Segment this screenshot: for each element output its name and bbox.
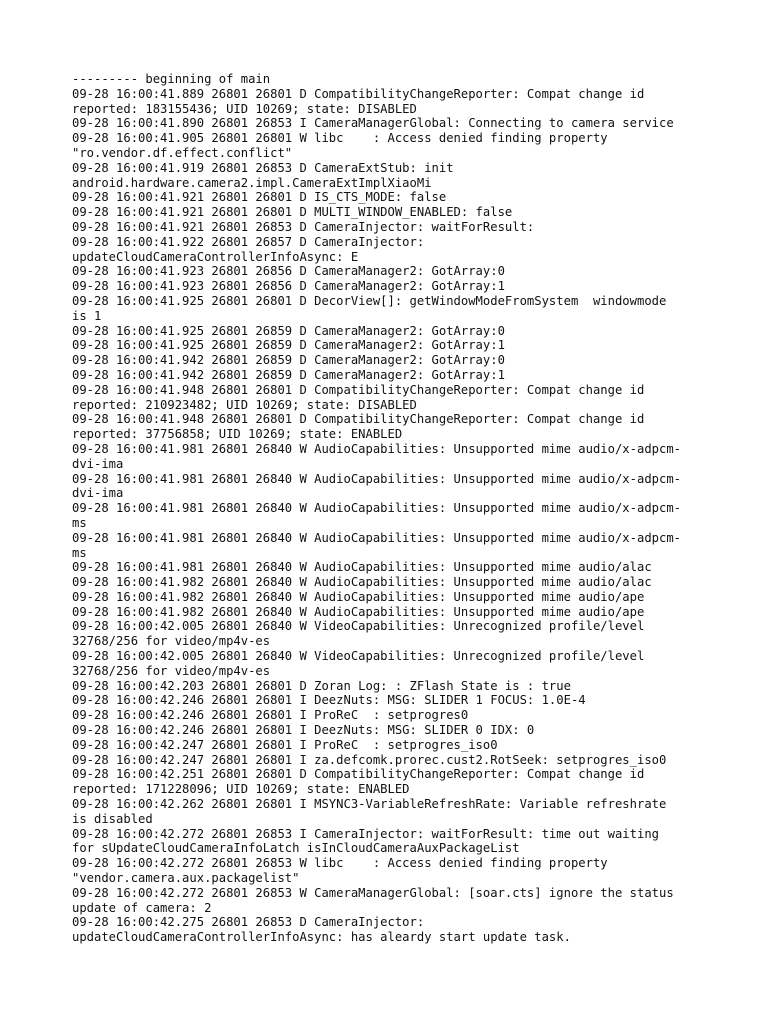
- log-line: 09-28 16:00:41.942 26801 26859 D CameraManager2: GotArray:0: [72, 353, 505, 368]
- log-line: 09-28 16:00:42.272 26801 26853 W CameraManagerGlobal: [soar.cts] ignore the status: [72, 885, 674, 900]
- log-line: 09-28 16:00:41.921 26801 26853 D CameraInjector: waitForResult:: [72, 219, 535, 234]
- log-line: 09-28 16:00:42.262 26801 26801 I MSYNC3-VariableRefreshRate: Variable refreshrate: [72, 797, 667, 812]
- log-line: reported: 37756858; UID 10269; state: ENABLED: [72, 427, 403, 442]
- log-line: is disabled: [72, 811, 153, 826]
- log-line: reported: 171228096; UID 10269; state: ENABLED: [72, 782, 410, 797]
- log-line: 09-28 16:00:41.948 26801 26801 D CompatibilityChangeReporter: Compat change id: [72, 382, 645, 397]
- log-line: 09-28 16:00:42.005 26801 26840 W VideoCapabilities: Unrecognized profile/level: [72, 619, 645, 634]
- log-line: for sUpdateCloudCameraInfoLatch isInCloudCameraAuxPackageList: [72, 841, 520, 856]
- log-line: 09-28 16:00:41.981 26801 26840 W AudioCapabilities: Unsupported mime audio/alac: [72, 560, 652, 575]
- log-line: 09-28 16:00:41.942 26801 26859 D CameraManager2: GotArray:1: [72, 367, 505, 382]
- log-document: [72, 72, 712, 945]
- log-line: 09-28 16:00:41.905 26801 26801 W libc : Access denied finding property: [72, 131, 608, 146]
- log-line: 09-28 16:00:41.921 26801 26801 D IS_CTS_MODE: false: [72, 190, 447, 205]
- log-line: 09-28 16:00:41.921 26801 26801 D MULTI_WINDOW_ENABLED: false: [72, 205, 513, 220]
- log-line: 09-28 16:00:41.919 26801 26853 D CameraExtStub: init: [72, 160, 454, 175]
- log-line: 09-28 16:00:41.982 26801 26840 W AudioCapabilities: Unsupported mime audio/ape: [72, 604, 645, 619]
- log-line: 09-28 16:00:42.247 26801 26801 I za.defcomk.prorec.cust2.RotSeek: setprogres_iso0: [72, 752, 667, 767]
- log-line: 09-28 16:00:41.923 26801 26856 D CameraManager2: GotArray:1: [72, 279, 505, 294]
- log-line: ms: [72, 545, 87, 560]
- log-line: 09-28 16:00:41.923 26801 26856 D CameraManager2: GotArray:0: [72, 264, 505, 279]
- log-line: 09-28 16:00:41.922 26801 26857 D CameraInjector:: [72, 234, 425, 249]
- log-line: 09-28 16:00:42.203 26801 26801 D Zoran Log: : ZFlash State is : true: [72, 678, 571, 693]
- log-line: 09-28 16:00:41.890 26801 26853 I CameraManagerGlobal: Connecting to camera service: [72, 116, 674, 131]
- log-line: 09-28 16:00:42.272 26801 26853 I CameraInjector: waitForResult: time out waiting: [72, 826, 659, 841]
- log-line: updateCloudCameraControllerInfoAsync: has aleardy start update task.: [72, 930, 571, 945]
- log-line: 09-28 16:00:41.925 26801 26801 D DecorView[]: getWindowModeFromSystem windowmode: [72, 293, 667, 308]
- log-line: 09-28 16:00:42.246 26801 26801 I DeezNuts: MSG: SLIDER 1 FOCUS: 1.0E-4: [72, 693, 586, 708]
- log-line: dvi-ima: [72, 456, 124, 471]
- log-line: update of camera: 2: [72, 900, 212, 915]
- log-line: 09-28 16:00:42.275 26801 26853 D CameraInjector:: [72, 915, 425, 930]
- log-line: android.hardware.camera2.impl.CameraExtImplXiaoMi: [72, 175, 432, 190]
- log-line: 09-28 16:00:41.982 26801 26840 W AudioCapabilities: Unsupported mime audio/ape: [72, 589, 645, 604]
- log-line: 09-28 16:00:42.251 26801 26801 D CompatibilityChangeReporter: Compat change id: [72, 767, 645, 782]
- log-line: 09-28 16:00:41.889 26801 26801 D CompatibilityChangeReporter: Compat change id: [72, 86, 645, 101]
- log-line: reported: 210923482; UID 10269; state: DISABLED: [72, 397, 417, 412]
- log-line: 09-28 16:00:41.948 26801 26801 D CompatibilityChangeReporter: Compat change id: [72, 412, 645, 427]
- log-line: updateCloudCameraControllerInfoAsync: E: [72, 249, 359, 264]
- log-line: "vendor.camera.aux.packagelist": [72, 871, 300, 886]
- log-line: 32768/256 for video/mp4v-es: [72, 663, 271, 678]
- log-line: 09-28 16:00:42.246 26801 26801 I DeezNuts: MSG: SLIDER 0 IDX: 0: [72, 723, 535, 738]
- log-line: 09-28 16:00:41.981 26801 26840 W AudioCapabilities: Unsupported mime audio/x-adpcm-: [72, 471, 682, 486]
- log-line: 32768/256 for video/mp4v-es: [72, 634, 271, 649]
- log-line: 09-28 16:00:41.925 26801 26859 D CameraManager2: GotArray:0: [72, 323, 505, 338]
- log-line: 09-28 16:00:41.981 26801 26840 W AudioCapabilities: Unsupported mime audio/x-adpcm-: [72, 501, 682, 516]
- log-line: ms: [72, 515, 87, 530]
- log-line: "ro.vendor.df.effect.conflict": [72, 145, 293, 160]
- log-line: 09-28 16:00:41.981 26801 26840 W AudioCapabilities: Unsupported mime audio/x-adpcm-: [72, 530, 682, 545]
- log-line: 09-28 16:00:41.925 26801 26859 D CameraManager2: GotArray:1: [72, 338, 505, 353]
- log-line: 09-28 16:00:41.981 26801 26840 W AudioCapabilities: Unsupported mime audio/x-adpcm-: [72, 441, 682, 456]
- log-line: --------- beginning of main: [72, 72, 271, 86]
- log-line: 09-28 16:00:42.272 26801 26853 W libc : Access denied finding property: [72, 856, 608, 871]
- log-line: 09-28 16:00:42.246 26801 26801 I ProReC : setprogres0: [72, 708, 469, 723]
- log-line: 09-28 16:00:41.982 26801 26840 W AudioCapabilities: Unsupported mime audio/alac: [72, 575, 652, 590]
- log-line: reported: 183155436; UID 10269; state: DISABLED: [72, 101, 417, 116]
- log-line: 09-28 16:00:42.247 26801 26801 I ProReC : setprogres_iso0: [72, 737, 498, 752]
- log-line: 09-28 16:00:42.005 26801 26840 W VideoCapabilities: Unrecognized profile/level: [72, 649, 645, 664]
- log-line: dvi-ima: [72, 486, 124, 501]
- log-line: is 1: [72, 308, 102, 323]
